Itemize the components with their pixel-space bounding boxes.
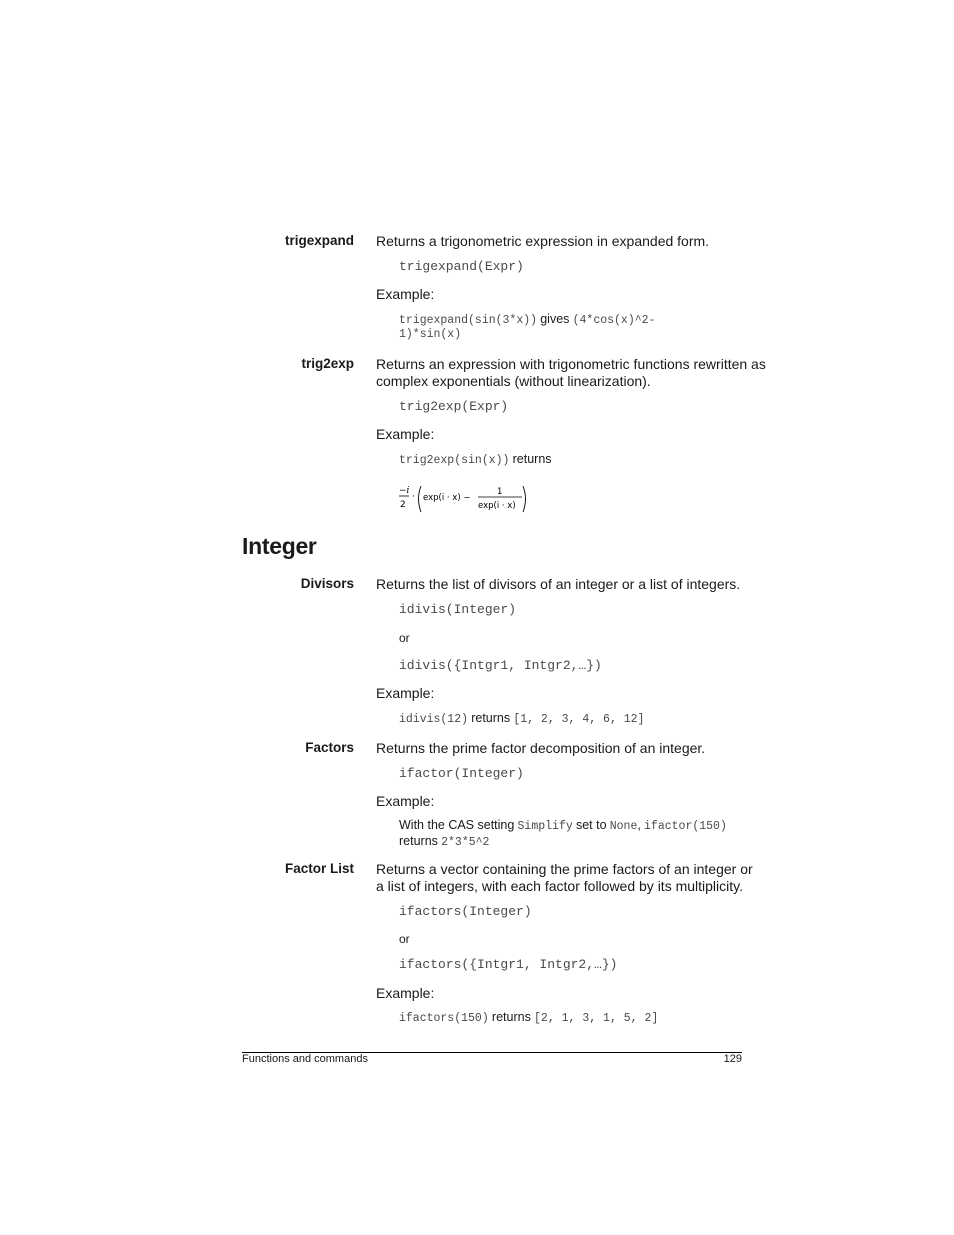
factor-list-example-code: ifactors(150) bbox=[399, 1012, 489, 1025]
divisors-description: Returns the list of divisors of an integer or a list of integers. bbox=[376, 576, 741, 592]
factor-list-description-2: a list of integers, with each factor followed by its multiplicity. bbox=[376, 878, 744, 894]
trigexpand-example-word: gives bbox=[540, 312, 570, 326]
math-frac-denominator: exp(i · x) bbox=[478, 501, 516, 511]
trigexpand-example-result-2: 1)*sin(x) bbox=[399, 328, 462, 341]
trig2exp-description-1: Returns an expression with trigonometric functions rewritten as bbox=[376, 356, 766, 372]
term-trigexpand: trigexpand bbox=[284, 233, 354, 248]
factors-line2-a: returns bbox=[399, 834, 438, 848]
trigexpand-example-code: trigexpand(sin(3*x)) bbox=[399, 314, 538, 327]
term-factor-list: Factor List bbox=[284, 861, 354, 876]
divisors-example-word: returns bbox=[471, 711, 511, 725]
term-factors: Factors bbox=[305, 740, 354, 755]
factors-syntax: ifactor(Integer) bbox=[399, 766, 524, 781]
divisors-example-result: [1, 2, 3, 4, 6, 12] bbox=[513, 713, 645, 726]
factor-list-example-result: [2, 1, 3, 1, 5, 2] bbox=[534, 1012, 659, 1025]
factors-example-line-1 bbox=[399, 818, 727, 833]
divisors-syntax-1: idivis(Integer) bbox=[399, 602, 517, 617]
factor-list-example bbox=[399, 1010, 658, 1025]
math-right-paren bbox=[523, 486, 526, 512]
divisors-or: or bbox=[399, 631, 410, 645]
trigexpand-syntax: trigexpand(Expr) bbox=[399, 259, 524, 274]
term-divisors: Divisors bbox=[300, 576, 354, 591]
divisors-example-code: idivis(12) bbox=[399, 713, 469, 726]
trigexpand-description: Returns a trigonometric expression in expanded form. bbox=[376, 233, 710, 249]
term-trig2exp: trig2exp bbox=[301, 356, 354, 371]
math-exp-term: exp(i · x) − bbox=[423, 493, 471, 503]
math-left-paren bbox=[419, 486, 422, 512]
trig2exp-example bbox=[399, 452, 552, 467]
footer-section-title: Functions and commands bbox=[242, 1053, 368, 1065]
factors-example-label: Example: bbox=[376, 793, 435, 809]
divisors-syntax-2: idivis({Intgr1, Intgr2,…}) bbox=[399, 658, 602, 673]
factor-list-syntax-1: ifactors(Integer) bbox=[399, 904, 532, 919]
math-numerator: −i bbox=[399, 486, 410, 496]
trig2exp-example-label: Example: bbox=[376, 426, 435, 442]
factors-line1-b: Simplify bbox=[517, 820, 573, 833]
math-denominator: 2 bbox=[400, 500, 406, 510]
factor-list-syntax-2: ifactors({Intgr1, Intgr2,…}) bbox=[399, 957, 618, 972]
factors-description: Returns the prime factor decomposition of an integer. bbox=[376, 740, 706, 756]
section-heading-integer: Integer bbox=[242, 533, 317, 559]
math-dot: · bbox=[412, 492, 415, 502]
footer-page-number: 129 bbox=[723, 1053, 742, 1065]
trigexpand-example-label: Example: bbox=[376, 286, 435, 302]
factors-line1-f: ifactor(150) bbox=[644, 820, 727, 833]
factors-line1-d: None bbox=[609, 820, 638, 833]
factor-list-or: or bbox=[399, 932, 410, 946]
factor-list-description-1: Returns a vector containing the prime factors of an integer or bbox=[376, 861, 753, 877]
trig2exp-example-code: trig2exp(sin(x)) bbox=[399, 454, 510, 467]
math-frac-numerator: 1 bbox=[497, 487, 503, 497]
factors-line1-e: , bbox=[637, 818, 641, 832]
factor-list-example-label: Example: bbox=[376, 985, 435, 1001]
trigexpand-example-result-1: (4*cos(x)^2- bbox=[572, 314, 656, 327]
divisors-example bbox=[399, 711, 644, 726]
trig2exp-syntax: trig2exp(Expr) bbox=[399, 399, 509, 414]
trig2exp-description-2: complex exponentials (without linearization). bbox=[376, 373, 651, 389]
factors-line1-a: With the CAS setting bbox=[399, 818, 515, 832]
factors-line2-b: 2*3*5^2 bbox=[441, 836, 490, 849]
factors-line1-c: set to bbox=[575, 818, 607, 832]
trig2exp-math-formula bbox=[399, 484, 539, 514]
divisors-example-label: Example: bbox=[376, 685, 435, 701]
factors-example-line-2 bbox=[399, 834, 489, 849]
trigexpand-example bbox=[399, 312, 655, 327]
factor-list-example-word: returns bbox=[491, 1010, 531, 1024]
trig2exp-example-word: returns bbox=[512, 452, 552, 466]
